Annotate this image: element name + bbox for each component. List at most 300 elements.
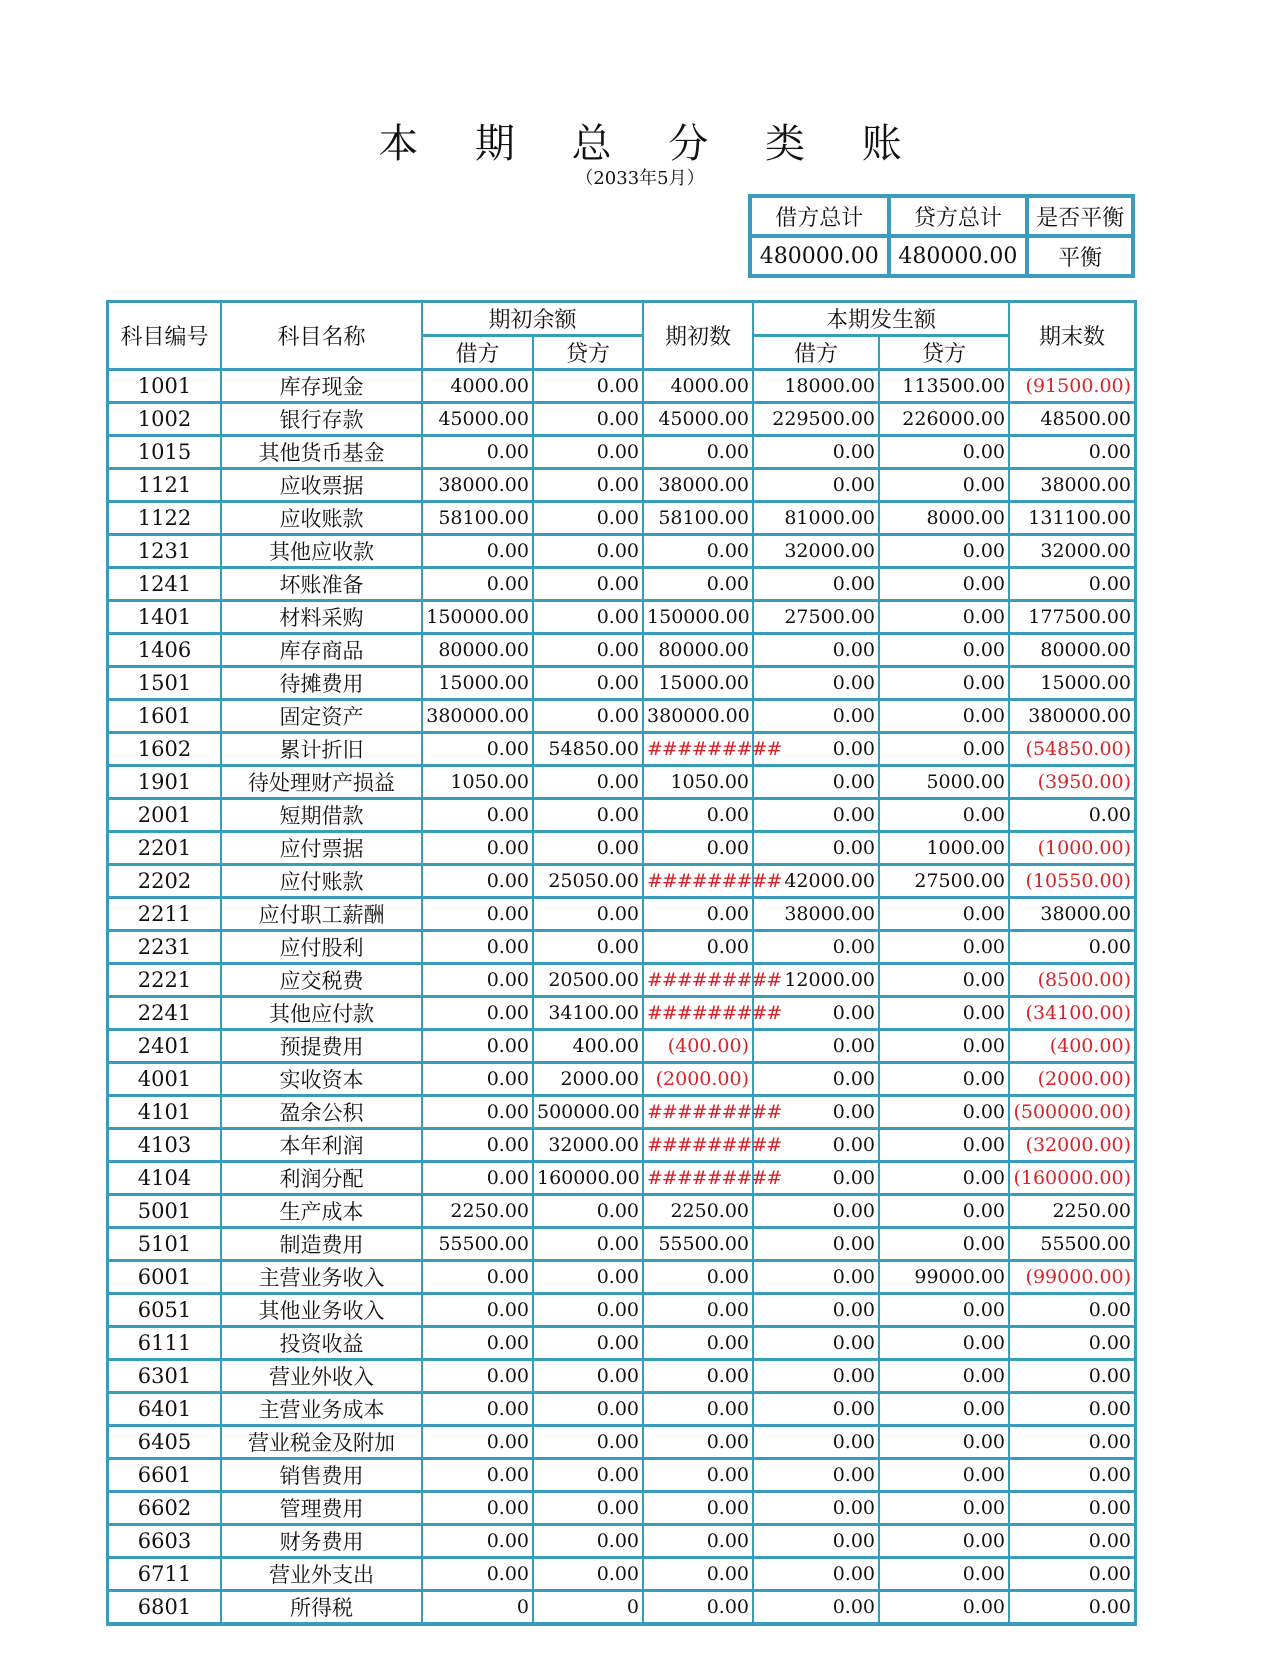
cell-closing: 0.00	[1009, 1360, 1135, 1393]
cell-opening-net: 0.00	[643, 535, 753, 568]
cell-opening-debit: 0.00	[422, 1525, 533, 1558]
cell-closing: 0.00	[1009, 1558, 1135, 1591]
table-row	[108, 568, 1135, 601]
cell-code: 2241	[108, 997, 221, 1030]
cell-closing: 0.00	[1009, 436, 1135, 469]
cell-period-debit: 0.00	[753, 1063, 879, 1096]
table-row	[108, 1393, 1135, 1426]
cell-opening-credit: 25050.00	[533, 865, 643, 898]
cell-code: 6603	[108, 1525, 221, 1558]
cell-code: 1001	[108, 370, 221, 403]
cell-period-credit: 0.00	[879, 1393, 1009, 1426]
cell-code: 1122	[108, 502, 221, 535]
cell-period-debit: 0.00	[753, 700, 879, 733]
cell-period-debit: 27500.00	[753, 601, 879, 634]
cell-name: 财务费用	[221, 1525, 422, 1558]
table-row	[108, 898, 1135, 931]
cell-name: 应收票据	[221, 469, 422, 502]
cell-code: 6051	[108, 1294, 221, 1327]
cell-opening-net: 0.00	[643, 1261, 753, 1294]
cell-opening-credit: 0.00	[533, 1426, 643, 1459]
cell-period-debit: 0.00	[753, 1393, 879, 1426]
cell-opening-credit: 0.00	[533, 1558, 643, 1591]
cell-period-debit: 0.00	[753, 1459, 879, 1492]
cell-opening-net: 0.00	[643, 799, 753, 832]
cell-name: 盈余公积	[221, 1096, 422, 1129]
cell-opening-debit: 0.00	[422, 865, 533, 898]
table-row	[108, 1360, 1135, 1393]
cell-closing: 0.00	[1009, 931, 1135, 964]
cell-opening-debit: 0.00	[422, 535, 533, 568]
cell-opening-debit: 0.00	[422, 799, 533, 832]
cell-opening-credit: 0.00	[533, 766, 643, 799]
cell-closing: (400.00)	[1009, 1030, 1135, 1063]
cell-closing: (91500.00)	[1009, 370, 1135, 403]
cell-opening-debit: 0.00	[422, 1129, 533, 1162]
cell-period-credit: 0.00	[879, 1459, 1009, 1492]
table-row	[108, 964, 1135, 997]
cell-code: 1121	[108, 469, 221, 502]
cell-opening-credit: 0.00	[533, 634, 643, 667]
cell-code: 1406	[108, 634, 221, 667]
header-code: 科目编号	[108, 302, 221, 370]
table-row	[108, 865, 1135, 898]
cell-code: 4101	[108, 1096, 221, 1129]
cell-opening-net: 38000.00	[643, 469, 753, 502]
cell-period-credit: 0.00	[879, 436, 1009, 469]
cell-opening-net: 0.00	[643, 832, 753, 865]
cell-opening-debit: 15000.00	[422, 667, 533, 700]
cell-closing: 0.00	[1009, 1294, 1135, 1327]
cell-closing: 48500.00	[1009, 403, 1135, 436]
cell-name: 管理费用	[221, 1492, 422, 1525]
cell-opening-net: 380000.00	[643, 700, 753, 733]
cell-opening-debit: 0.00	[422, 1327, 533, 1360]
cell-opening-debit: 1050.00	[422, 766, 533, 799]
cell-closing: (8500.00)	[1009, 964, 1135, 997]
debit-total-header: 借方总计	[750, 196, 889, 236]
cell-opening-net: 0.00	[643, 568, 753, 601]
cell-name: 短期借款	[221, 799, 422, 832]
header-closing: 期末数	[1009, 302, 1135, 370]
cell-opening-credit: 0.00	[533, 601, 643, 634]
cell-opening-net: (400.00)	[643, 1030, 753, 1063]
cell-name: 待处理财产损益	[221, 766, 422, 799]
cell-opening-credit: 0.00	[533, 799, 643, 832]
cell-name: 应付职工薪酬	[221, 898, 422, 931]
cell-opening-debit: 38000.00	[422, 469, 533, 502]
cell-code: 1501	[108, 667, 221, 700]
cell-closing: 0.00	[1009, 799, 1135, 832]
table-row	[108, 1492, 1135, 1525]
cell-opening-net: 0.00	[643, 1360, 753, 1393]
cell-period-debit: 42000.00	[753, 865, 879, 898]
period-subtitle: （2033年5月）	[575, 168, 705, 189]
cell-period-debit: 229500.00	[753, 403, 879, 436]
cell-opening-credit: 54850.00	[533, 733, 643, 766]
cell-period-debit: 0.00	[753, 1558, 879, 1591]
cell-opening-credit: 0.00	[533, 931, 643, 964]
cell-opening-debit: 0.00	[422, 1426, 533, 1459]
cell-period-credit: 0.00	[879, 799, 1009, 832]
table-row	[108, 1261, 1135, 1294]
cell-opening-debit: 0.00	[422, 1459, 533, 1492]
cell-opening-credit: 0.00	[533, 370, 643, 403]
cell-opening-net: 55500.00	[643, 1228, 753, 1261]
cell-name: 应付账款	[221, 865, 422, 898]
cell-code: 4001	[108, 1063, 221, 1096]
cell-opening-credit: 0.00	[533, 403, 643, 436]
cell-opening-debit: 0.00	[422, 1030, 533, 1063]
table-row	[108, 799, 1135, 832]
cell-opening-net: 0.00	[643, 1492, 753, 1525]
cell-closing: 131100.00	[1009, 502, 1135, 535]
cell-code: 2202	[108, 865, 221, 898]
cell-closing: 0.00	[1009, 568, 1135, 601]
cell-closing: 0.00	[1009, 1591, 1135, 1624]
cell-period-credit: 0.00	[879, 700, 1009, 733]
cell-period-credit: 113500.00	[879, 370, 1009, 403]
cell-period-credit: 99000.00	[879, 1261, 1009, 1294]
cell-opening-net: 0.00	[643, 931, 753, 964]
cell-closing: 177500.00	[1009, 601, 1135, 634]
cell-code: 5101	[108, 1228, 221, 1261]
table-row	[108, 502, 1135, 535]
cell-name: 销售费用	[221, 1459, 422, 1492]
cell-opening-credit: 0.00	[533, 1228, 643, 1261]
cell-opening-net: #########	[643, 1129, 753, 1162]
cell-name: 应付股利	[221, 931, 422, 964]
cell-opening-net: #########	[643, 1096, 753, 1129]
cell-opening-credit: 0.00	[533, 1492, 643, 1525]
cell-code: 1601	[108, 700, 221, 733]
cell-period-credit: 0.00	[879, 1162, 1009, 1195]
table-row	[108, 733, 1135, 766]
table-row	[108, 1063, 1135, 1096]
cell-opening-credit: 500000.00	[533, 1096, 643, 1129]
cell-opening-net: 0.00	[643, 898, 753, 931]
cell-name: 应交税费	[221, 964, 422, 997]
cell-opening-debit: 0.00	[422, 1162, 533, 1195]
cell-opening-debit: 0.00	[422, 436, 533, 469]
cell-period-debit: 32000.00	[753, 535, 879, 568]
table-row	[108, 931, 1135, 964]
table-row	[108, 1327, 1135, 1360]
cell-opening-credit: 0.00	[533, 568, 643, 601]
header-period-debit: 借方	[753, 336, 879, 370]
cell-code: 1015	[108, 436, 221, 469]
cell-code: 6301	[108, 1360, 221, 1393]
cell-opening-debit: 0.00	[422, 898, 533, 931]
table-row	[108, 370, 1135, 403]
cell-period-debit: 0.00	[753, 1492, 879, 1525]
cell-name: 利润分配	[221, 1162, 422, 1195]
cell-period-debit: 0.00	[753, 469, 879, 502]
cell-closing: 15000.00	[1009, 667, 1135, 700]
cell-opening-credit: 0.00	[533, 1327, 643, 1360]
table-row	[108, 1558, 1135, 1591]
cell-opening-credit: 2000.00	[533, 1063, 643, 1096]
cell-opening-credit: 0.00	[533, 1261, 643, 1294]
cell-opening-net: #########	[643, 865, 753, 898]
cell-period-credit: 1000.00	[879, 832, 1009, 865]
cell-period-credit: 0.00	[879, 1063, 1009, 1096]
cell-name: 其他应付款	[221, 997, 422, 1030]
cell-opening-net: 0.00	[643, 1459, 753, 1492]
cell-period-credit: 5000.00	[879, 766, 1009, 799]
cell-code: 6001	[108, 1261, 221, 1294]
cell-closing: (32000.00)	[1009, 1129, 1135, 1162]
cell-opening-debit: 380000.00	[422, 700, 533, 733]
cell-opening-debit: 0.00	[422, 733, 533, 766]
cell-opening-net: 0.00	[643, 1426, 753, 1459]
cell-name: 坏账准备	[221, 568, 422, 601]
cell-name: 固定资产	[221, 700, 422, 733]
cell-period-debit: 0.00	[753, 1426, 879, 1459]
cell-period-debit: 0.00	[753, 1360, 879, 1393]
header-opening-balance: 期初余额	[422, 302, 643, 336]
table-row	[108, 634, 1135, 667]
cell-code: 5001	[108, 1195, 221, 1228]
cell-opening-credit: 0	[533, 1591, 643, 1624]
cell-code: 6601	[108, 1459, 221, 1492]
cell-name: 材料采购	[221, 601, 422, 634]
cell-opening-net: #########	[643, 1162, 753, 1195]
cell-closing: 0.00	[1009, 1393, 1135, 1426]
cell-period-credit: 0.00	[879, 1591, 1009, 1624]
cell-opening-debit: 0.00	[422, 1063, 533, 1096]
page-title: 本 期 总 分 类 账	[378, 121, 924, 167]
header-period-credit: 贷方	[879, 336, 1009, 370]
cell-opening-credit: 0.00	[533, 1459, 643, 1492]
cell-name: 库存商品	[221, 634, 422, 667]
cell-opening-net: 0.00	[643, 1591, 753, 1624]
cell-opening-debit: 4000.00	[422, 370, 533, 403]
cell-opening-net: #########	[643, 964, 753, 997]
cell-closing: 2250.00	[1009, 1195, 1135, 1228]
summary-header-row	[750, 196, 1133, 236]
cell-period-debit: 0.00	[753, 1261, 879, 1294]
cell-name: 营业外收入	[221, 1360, 422, 1393]
cell-period-debit: 0.00	[753, 997, 879, 1030]
cell-code: 1231	[108, 535, 221, 568]
cell-period-debit: 0.00	[753, 766, 879, 799]
cell-period-debit: 0.00	[753, 1096, 879, 1129]
cell-opening-net: 0.00	[643, 1558, 753, 1591]
cell-closing: (2000.00)	[1009, 1063, 1135, 1096]
cell-period-debit: 0.00	[753, 832, 879, 865]
cell-code: 2401	[108, 1030, 221, 1063]
cell-closing: (1000.00)	[1009, 832, 1135, 865]
cell-code: 6711	[108, 1558, 221, 1591]
table-row	[108, 403, 1135, 436]
cell-period-debit: 0.00	[753, 667, 879, 700]
cell-period-debit: 0.00	[753, 733, 879, 766]
cell-period-credit: 0.00	[879, 667, 1009, 700]
cell-closing: 0.00	[1009, 1525, 1135, 1558]
cell-opening-credit: 0.00	[533, 700, 643, 733]
cell-opening-debit: 0.00	[422, 832, 533, 865]
header-row-top	[108, 302, 1135, 336]
credit-total-value: 480000.00	[889, 236, 1028, 276]
cell-opening-debit: 150000.00	[422, 601, 533, 634]
cell-period-debit: 0.00	[753, 1162, 879, 1195]
cell-opening-net: 0.00	[643, 1294, 753, 1327]
cell-opening-debit: 0.00	[422, 1558, 533, 1591]
balanced-header: 是否平衡	[1027, 196, 1133, 236]
cell-period-credit: 0.00	[879, 1327, 1009, 1360]
cell-period-credit: 0.00	[879, 1195, 1009, 1228]
cell-name: 应付票据	[221, 832, 422, 865]
cell-name: 投资收益	[221, 1327, 422, 1360]
cell-opening-debit: 0.00	[422, 1393, 533, 1426]
cell-closing: 380000.00	[1009, 700, 1135, 733]
table-row	[108, 1030, 1135, 1063]
header-opening-net: 期初数	[643, 302, 753, 370]
cell-opening-debit: 45000.00	[422, 403, 533, 436]
cell-period-debit: 0.00	[753, 634, 879, 667]
table-row	[108, 832, 1135, 865]
cell-opening-net: #########	[643, 733, 753, 766]
cell-name: 营业外支出	[221, 1558, 422, 1591]
ledger-body	[108, 370, 1135, 1624]
cell-closing: 38000.00	[1009, 898, 1135, 931]
cell-period-debit: 0.00	[753, 1129, 879, 1162]
cell-name: 主营业务成本	[221, 1393, 422, 1426]
header-name: 科目名称	[221, 302, 422, 370]
cell-code: 4103	[108, 1129, 221, 1162]
cell-period-credit: 0.00	[879, 1525, 1009, 1558]
table-row	[108, 700, 1135, 733]
cell-period-debit: 0.00	[753, 1294, 879, 1327]
cell-name: 预提费用	[221, 1030, 422, 1063]
cell-opening-debit: 0.00	[422, 1096, 533, 1129]
cell-closing: (500000.00)	[1009, 1096, 1135, 1129]
cell-period-debit: 12000.00	[753, 964, 879, 997]
cell-opening-debit: 80000.00	[422, 634, 533, 667]
cell-name: 所得税	[221, 1591, 422, 1624]
cell-code: 1401	[108, 601, 221, 634]
cell-opening-credit: 0.00	[533, 898, 643, 931]
cell-code: 6405	[108, 1426, 221, 1459]
cell-name: 银行存款	[221, 403, 422, 436]
cell-opening-debit: 0.00	[422, 1294, 533, 1327]
cell-closing: 80000.00	[1009, 634, 1135, 667]
cell-closing: (3950.00)	[1009, 766, 1135, 799]
cell-period-credit: 27500.00	[879, 865, 1009, 898]
cell-opening-debit: 2250.00	[422, 1195, 533, 1228]
table-row	[108, 997, 1135, 1030]
cell-closing: (54850.00)	[1009, 733, 1135, 766]
cell-closing: 0.00	[1009, 1459, 1135, 1492]
cell-period-debit: 0.00	[753, 799, 879, 832]
cell-opening-credit: 0.00	[533, 502, 643, 535]
cell-opening-net: 150000.00	[643, 601, 753, 634]
cell-closing: 0.00	[1009, 1327, 1135, 1360]
table-row	[108, 1228, 1135, 1261]
balanced-value: 平衡	[1027, 236, 1133, 276]
cell-opening-credit: 0.00	[533, 667, 643, 700]
cell-opening-debit: 0.00	[422, 1261, 533, 1294]
cell-closing: 0.00	[1009, 1426, 1135, 1459]
cell-code: 6401	[108, 1393, 221, 1426]
cell-opening-credit: 20500.00	[533, 964, 643, 997]
cell-name: 待摊费用	[221, 667, 422, 700]
table-row	[108, 1591, 1135, 1624]
cell-period-credit: 8000.00	[879, 502, 1009, 535]
cell-period-credit: 0.00	[879, 634, 1009, 667]
cell-code: 4104	[108, 1162, 221, 1195]
cell-period-credit: 0.00	[879, 997, 1009, 1030]
cell-opening-debit: 0.00	[422, 1360, 533, 1393]
cell-opening-credit: 400.00	[533, 1030, 643, 1063]
cell-opening-net: 15000.00	[643, 667, 753, 700]
cell-period-credit: 0.00	[879, 1129, 1009, 1162]
cell-opening-net: 4000.00	[643, 370, 753, 403]
cell-opening-net: 0.00	[643, 1525, 753, 1558]
cell-name: 库存现金	[221, 370, 422, 403]
cell-period-credit: 0.00	[879, 898, 1009, 931]
cell-period-credit: 0.00	[879, 535, 1009, 568]
cell-closing: 38000.00	[1009, 469, 1135, 502]
cell-opening-credit: 0.00	[533, 1360, 643, 1393]
cell-opening-debit: 0.00	[422, 931, 533, 964]
cell-name: 实收资本	[221, 1063, 422, 1096]
cell-name: 营业税金及附加	[221, 1426, 422, 1459]
cell-opening-credit: 0.00	[533, 1195, 643, 1228]
cell-code: 6801	[108, 1591, 221, 1624]
cell-period-credit: 0.00	[879, 1426, 1009, 1459]
cell-name: 本年利润	[221, 1129, 422, 1162]
cell-opening-debit: 0	[422, 1591, 533, 1624]
cell-closing: 32000.00	[1009, 535, 1135, 568]
cell-period-credit: 0.00	[879, 1360, 1009, 1393]
general-ledger-table	[106, 300, 1137, 1626]
cell-period-debit: 0.00	[753, 1195, 879, 1228]
cell-opening-credit: 32000.00	[533, 1129, 643, 1162]
table-row	[108, 1426, 1135, 1459]
cell-period-credit: 0.00	[879, 1030, 1009, 1063]
cell-opening-debit: 0.00	[422, 997, 533, 1030]
table-row	[108, 1162, 1135, 1195]
cell-name: 生产成本	[221, 1195, 422, 1228]
cell-name: 其他业务收入	[221, 1294, 422, 1327]
cell-opening-net: 2250.00	[643, 1195, 753, 1228]
cell-period-debit: 0.00	[753, 1525, 879, 1558]
cell-opening-debit: 55500.00	[422, 1228, 533, 1261]
cell-period-debit: 18000.00	[753, 370, 879, 403]
cell-period-debit: 0.00	[753, 1591, 879, 1624]
cell-opening-net: 58100.00	[643, 502, 753, 535]
cell-opening-net: 80000.00	[643, 634, 753, 667]
table-row	[108, 436, 1135, 469]
debit-total-value: 480000.00	[750, 236, 889, 276]
cell-opening-debit: 58100.00	[422, 502, 533, 535]
cell-period-debit: 38000.00	[753, 898, 879, 931]
credit-total-header: 贷方总计	[889, 196, 1028, 236]
cell-code: 2211	[108, 898, 221, 931]
cell-period-credit: 0.00	[879, 1096, 1009, 1129]
cell-opening-credit: 160000.00	[533, 1162, 643, 1195]
header-period-amount: 本期发生额	[753, 302, 1009, 336]
cell-name: 应收账款	[221, 502, 422, 535]
cell-closing: 0.00	[1009, 1492, 1135, 1525]
cell-code: 2201	[108, 832, 221, 865]
cell-closing: (99000.00)	[1009, 1261, 1135, 1294]
cell-opening-credit: 0.00	[533, 1393, 643, 1426]
cell-period-credit: 0.00	[879, 1558, 1009, 1591]
cell-opening-debit: 0.00	[422, 1492, 533, 1525]
